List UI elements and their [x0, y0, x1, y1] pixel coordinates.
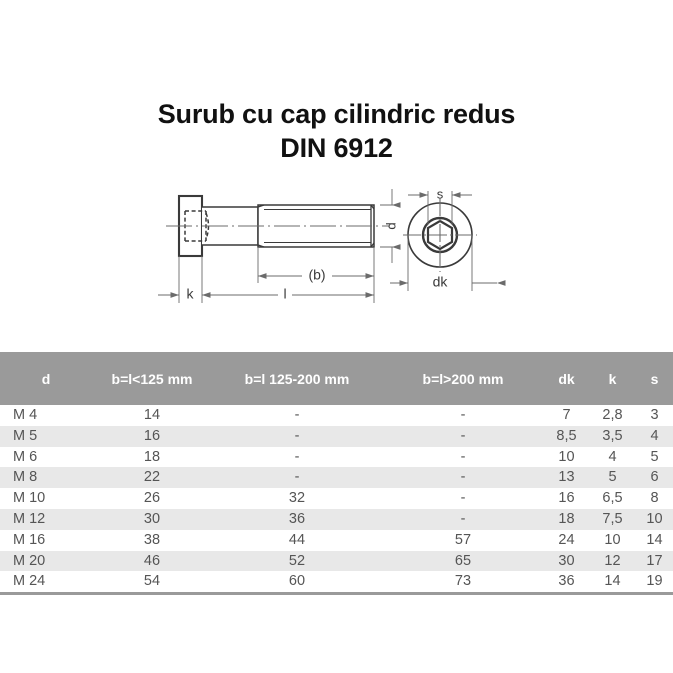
dimension-l	[202, 256, 374, 303]
dimension-k	[158, 256, 223, 303]
table-cell-b_125_200: 44	[288, 531, 306, 548]
table-cell-dk: 30	[558, 552, 575, 569]
table-cell-s: 5	[650, 448, 659, 465]
table-cell-b_lt125: 14	[143, 407, 161, 423]
table-cell-s: 3	[650, 407, 659, 423]
table-cell-b_125_200: -	[294, 427, 300, 444]
table-cell-b_gt200: 73	[454, 573, 472, 590]
table-row	[0, 467, 673, 488]
table-row	[0, 509, 673, 530]
table-cell-d: M 24	[13, 573, 46, 590]
table-cell-b_125_200: 36	[288, 510, 306, 527]
table-cell-b_125_200: 32	[288, 490, 306, 507]
table-cell-b_gt200: -	[460, 510, 466, 527]
table-cell-s: 10	[646, 510, 663, 527]
column-header-s: s	[650, 370, 659, 387]
table-cell-s: 17	[646, 552, 663, 569]
table-cell-b_lt125: 22	[143, 469, 161, 486]
table-cell-b_lt125: 30	[143, 510, 161, 527]
dimension-label-dk: dk	[432, 273, 448, 290]
table-cell-b_125_200: -	[294, 407, 300, 423]
table-cell-b_125_200: -	[294, 469, 300, 486]
page-title-line-2: DIN 6912	[280, 133, 393, 163]
table-cell-d: M 16	[13, 531, 46, 548]
table-cell-s: 14	[646, 531, 663, 548]
specification-table-container	[0, 352, 673, 595]
table-cell-b_gt200: -	[460, 490, 466, 507]
table-cell-k: 5	[608, 469, 617, 486]
table-cell-d: M 6	[13, 448, 38, 465]
table-row	[0, 571, 673, 592]
table-cell-k: 4	[608, 448, 617, 465]
column-header-d: d	[41, 370, 51, 387]
dimension-b	[258, 247, 374, 283]
technical-drawing	[0, 173, 673, 323]
table-cell-b_lt125: 46	[143, 552, 161, 569]
table-row	[0, 405, 673, 426]
table-cell-k: 2,8	[602, 407, 623, 423]
table-row	[0, 551, 673, 572]
table-cell-b_lt125: 16	[143, 427, 161, 444]
dimension-label-s: s	[436, 186, 444, 202]
dimension-label-b: (b)	[308, 266, 326, 283]
table-body	[0, 405, 673, 592]
specification-table	[0, 352, 673, 592]
table-cell-b_lt125: 26	[143, 490, 161, 507]
table-cell-k: 10	[604, 531, 621, 548]
screw-end-view	[403, 198, 477, 272]
table-header	[0, 352, 673, 405]
table-cell-k: 3,5	[602, 427, 623, 444]
dimension-d	[380, 189, 400, 263]
dimension-label-k: k	[186, 285, 194, 302]
table-bottom-rule	[0, 592, 673, 595]
table-row	[0, 447, 673, 468]
table-cell-d: M 4	[13, 407, 38, 423]
table-row	[0, 488, 673, 509]
column-header-b-gt200: b=l>200 mm	[422, 370, 504, 387]
table-row	[0, 530, 673, 551]
table-cell-dk: 16	[558, 490, 575, 507]
table-cell-b_125_200: 60	[288, 573, 306, 590]
table-cell-d: M 10	[13, 490, 46, 507]
table-cell-d: M 20	[13, 552, 46, 569]
table-cell-s: 19	[646, 573, 663, 590]
table-cell-k: 14	[604, 573, 621, 590]
column-header-k: k	[608, 370, 617, 387]
table-cell-b_gt200: 65	[454, 552, 472, 569]
table-cell-b_gt200: -	[460, 448, 466, 465]
table-cell-b_gt200: -	[460, 469, 466, 486]
table-cell-dk: 24	[558, 531, 575, 548]
column-header-dk: dk	[558, 370, 575, 387]
table-cell-b_lt125: 38	[143, 531, 161, 548]
table-cell-dk: 13	[558, 469, 575, 486]
page-title	[0, 0, 673, 165]
screw-side-view	[166, 196, 390, 256]
table-cell-dk: 36	[558, 573, 575, 590]
table-cell-s: 4	[650, 427, 659, 444]
screw-drawing-svg	[0, 173, 673, 323]
table-cell-s: 6	[650, 469, 659, 486]
column-header-b-lt125: b=l<125 mm	[111, 370, 193, 387]
table-cell-s: 8	[650, 490, 659, 507]
table-row	[0, 426, 673, 447]
table-cell-dk: 8,5	[556, 427, 577, 444]
dimension-label-d: d	[383, 222, 399, 230]
table-cell-d: M 12	[13, 510, 46, 527]
table-cell-dk: 18	[558, 510, 575, 527]
table-cell-dk: 10	[558, 448, 575, 465]
table-cell-k: 12	[604, 552, 621, 569]
table-cell-b_lt125: 54	[143, 573, 161, 590]
table-cell-k: 7,5	[602, 510, 623, 527]
table-header-row	[0, 352, 673, 405]
table-cell-b_125_200: -	[294, 448, 300, 465]
dimension-label-l: l	[283, 285, 287, 302]
table-cell-b_gt200: -	[460, 427, 466, 444]
table-cell-b_lt125: 18	[143, 448, 161, 465]
table-cell-b_125_200: 52	[288, 552, 306, 569]
table-cell-dk: 7	[562, 407, 571, 423]
page-title-line-1: Surub cu cap cilindric redus	[157, 99, 516, 129]
table-cell-d: M 5	[13, 427, 38, 444]
table-cell-b_gt200: -	[460, 407, 466, 423]
table-cell-k: 6,5	[602, 490, 623, 507]
table-cell-d: M 8	[13, 469, 38, 486]
table-cell-b_gt200: 57	[454, 531, 472, 548]
column-header-b-125-200: b=l 125-200 mm	[244, 370, 350, 387]
